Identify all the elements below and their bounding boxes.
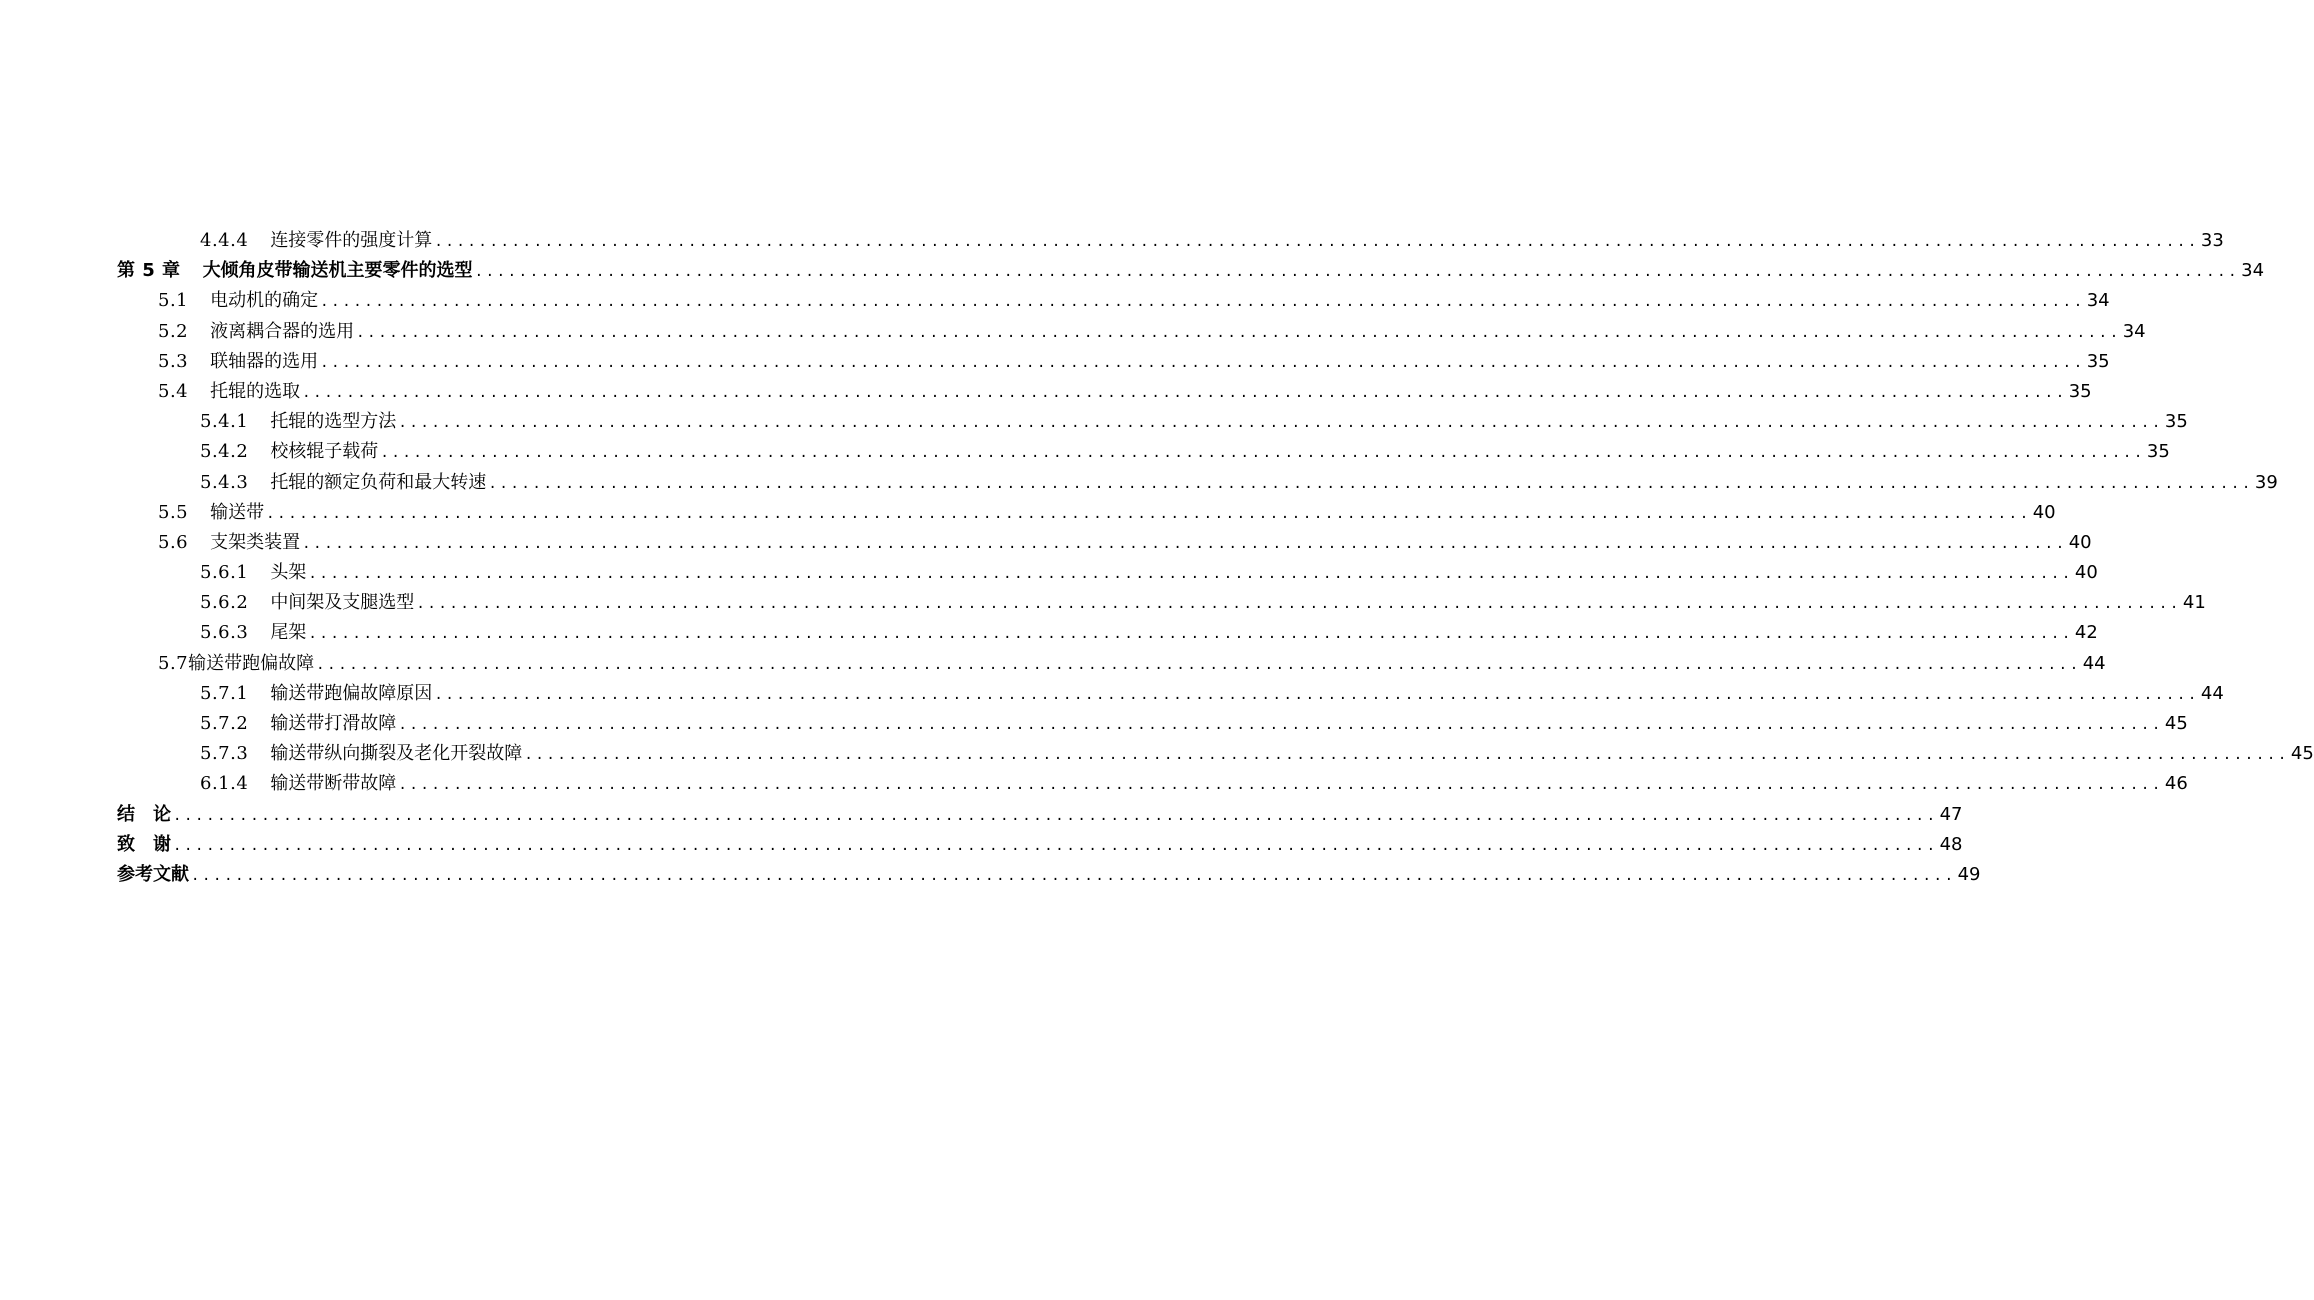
- toc-entry-page: 42: [2074, 622, 2098, 644]
- toc-entry-title: 电动机的确定: [210, 290, 319, 312]
- toc-entry-page: 41: [2182, 592, 2206, 614]
- toc-entry-page: 35: [2164, 411, 2188, 433]
- toc-entry[interactable]: [0, 528, 2092, 558]
- toc-entry[interactable]: [0, 377, 2092, 407]
- toc-entry-number: 5.4.2: [200, 441, 249, 463]
- toc-entry-number: 6.1.4: [200, 773, 249, 795]
- toc-dot-leader: ................................................................................................................................................................: [302, 384, 2067, 401]
- toc-entry[interactable]: [0, 739, 2314, 769]
- toc-entry-number: 5.4.3: [200, 471, 249, 493]
- toc-entry-title: 输送带断带故障: [270, 773, 397, 795]
- toc-entry-title: 输送带跑偏故障: [188, 652, 315, 674]
- toc-entry-number: 第 5 章: [117, 260, 181, 282]
- toc-entry[interactable]: [0, 618, 2098, 648]
- toc-entry-page: 35: [2086, 350, 2110, 372]
- toc-entry-page: 47: [1939, 803, 1963, 825]
- toc-entry-page: 35: [2068, 380, 2092, 402]
- toc-entry-title: 液离耦合器的选用: [210, 320, 355, 342]
- toc-dot-leader: ................................................................................................................................................................: [398, 777, 2163, 794]
- toc-dot-leader: ................................................................................................................................................................: [302, 535, 2067, 552]
- toc-entry[interactable]: [0, 800, 1963, 830]
- toc-entry-title: 尾架: [270, 622, 307, 644]
- toc-entry-page: 44: [2082, 652, 2106, 674]
- toc-entry-title: 参考文献: [117, 863, 189, 885]
- toc-dot-leader: ................................................................................................................................................................: [434, 686, 2199, 703]
- toc-dot-leader: ................................................................................................................................................................: [524, 747, 2289, 764]
- toc-entry-page: 40: [2032, 501, 2056, 523]
- toc-entry-title: 连接零件的强度计算: [270, 230, 433, 251]
- toc-entry-number: 4.4.4: [200, 230, 249, 251]
- toc-dot-leader: ................................................................................................................................................................: [320, 294, 2085, 311]
- toc-dot-leader: ................................................................................................................................................................: [416, 596, 2181, 613]
- toc-entry-title: 联轴器的选用: [210, 350, 319, 372]
- toc-entry-title: 托辊的选取: [210, 380, 301, 402]
- toc-entry-number: 5.4.1: [200, 411, 249, 433]
- toc-entry-number: 5.7.1: [200, 682, 249, 704]
- toc-entry-page: 48: [1939, 833, 1963, 855]
- toc-entry[interactable]: [0, 860, 1981, 890]
- toc-entry-number: 5.6.1: [200, 562, 249, 584]
- toc-entry[interactable]: [0, 588, 2206, 618]
- toc-dot-leader: ................................................................................................................................................................: [356, 324, 2121, 341]
- toc-entry-page: 49: [1957, 863, 1981, 885]
- toc-entry[interactable]: [0, 437, 2170, 467]
- toc-entry-title: 中间架及支腿选型: [270, 592, 415, 614]
- toc-dot-leader: ................................................................................................................................................................: [488, 475, 2253, 492]
- toc-entry-title: 托辊的选型方法: [270, 411, 397, 433]
- toc-entry-page: 35: [2146, 441, 2170, 463]
- toc-entry-title: 结 论: [117, 803, 171, 825]
- toc-entry[interactable]: [0, 226, 2224, 256]
- toc-dot-leader: ................................................................................................................................................................: [191, 867, 1956, 884]
- toc-entry-number: 5.5: [158, 501, 189, 523]
- toc-dot-leader: ................................................................................................................................................................: [173, 807, 1938, 824]
- toc-dot-leader: ................................................................................................................................................................: [316, 656, 2081, 673]
- toc-entry-title: 输送带纵向撕裂及老化开裂故障: [270, 743, 523, 765]
- toc-entry-title: 致 谢: [117, 833, 171, 855]
- toc-entry[interactable]: [0, 286, 2110, 316]
- toc-entry[interactable]: [0, 830, 1963, 860]
- toc-dot-leader: ................................................................................................................................................................: [308, 566, 2073, 583]
- toc-entry-page: 34: [2086, 290, 2110, 312]
- toc-dot-leader: ................................................................................................................................................................: [320, 354, 2085, 371]
- toc-entry-number: 5.7: [158, 652, 189, 674]
- toc-entry-number: 5.6: [158, 531, 189, 553]
- toc-entry-title: 输送带: [210, 501, 265, 523]
- toc-entry-page: 44: [2200, 682, 2224, 704]
- toc-entry[interactable]: [0, 649, 2106, 679]
- toc-entry-number: 5.6.3: [200, 622, 249, 644]
- toc-dot-leader: ................................................................................................................................................................: [398, 415, 2163, 432]
- toc-entry[interactable]: [0, 709, 2188, 739]
- toc-entry[interactable]: [0, 769, 2188, 799]
- toc-dot-leader: ................................................................................................................................................................: [434, 234, 2199, 250]
- toc-dot-leader: ................................................................................................................................................................: [308, 626, 2073, 643]
- toc-dot-leader: ................................................................................................................................................................: [380, 445, 2145, 462]
- toc-entry-page: 34: [2122, 320, 2146, 342]
- toc-entry-number: 5.1: [158, 290, 189, 312]
- toc-entry-number: 5.4: [158, 380, 189, 402]
- toc-entry-page: 34: [2241, 260, 2265, 282]
- toc-entry-page: 40: [2068, 531, 2092, 553]
- toc-entry-page: 39: [2254, 471, 2278, 493]
- toc-entry-number: 5.3: [158, 350, 189, 372]
- toc-entry-page: 45: [2290, 743, 2314, 765]
- toc-dot-leader: ................................................................................................................................................................: [266, 505, 2031, 522]
- toc-entry-title: 校核辊子载荷: [270, 441, 379, 463]
- toc-entry-title: 托辊的额定负荷和最大转速: [270, 471, 487, 493]
- toc-entry[interactable]: [0, 317, 2146, 347]
- toc-entry-number: 5.7.2: [200, 713, 249, 734]
- toc-entry-page: 33: [2200, 230, 2224, 251]
- toc-entry[interactable]: [0, 256, 2265, 286]
- toc-entry-title: 大倾角皮带输送机主要零件的选型: [202, 260, 473, 282]
- toc-entry[interactable]: [0, 407, 2188, 437]
- toc-dot-leader: ................................................................................................................................................................: [173, 837, 1938, 854]
- toc-entry-number: 5.2: [158, 320, 189, 342]
- toc-entry-title: 输送带跑偏故障原因: [270, 682, 433, 704]
- table-of-contents: [0, 226, 2314, 890]
- toc-entry-number: 5.6.2: [200, 592, 249, 614]
- toc-dot-leader: ................................................................................................................................................................: [398, 717, 2163, 733]
- toc-dot-leader: ................................................................................................................................................................: [474, 264, 2240, 281]
- toc-entry-title: 输送带打滑故障: [270, 713, 397, 734]
- toc-entry[interactable]: [0, 558, 2098, 588]
- toc-entry[interactable]: [0, 347, 2110, 377]
- toc-entry[interactable]: [0, 498, 2056, 528]
- toc-entry-page: 46: [2164, 773, 2188, 795]
- toc-entry-page: 45: [2164, 713, 2188, 734]
- toc-entry-number: 5.7.3: [200, 743, 249, 765]
- toc-entry-title: 头架: [270, 562, 307, 584]
- toc-entry[interactable]: [0, 679, 2224, 709]
- toc-entry-title: 支架类装置: [210, 531, 301, 553]
- toc-entry[interactable]: [0, 468, 2278, 498]
- toc-entry-page: 40: [2074, 562, 2098, 584]
